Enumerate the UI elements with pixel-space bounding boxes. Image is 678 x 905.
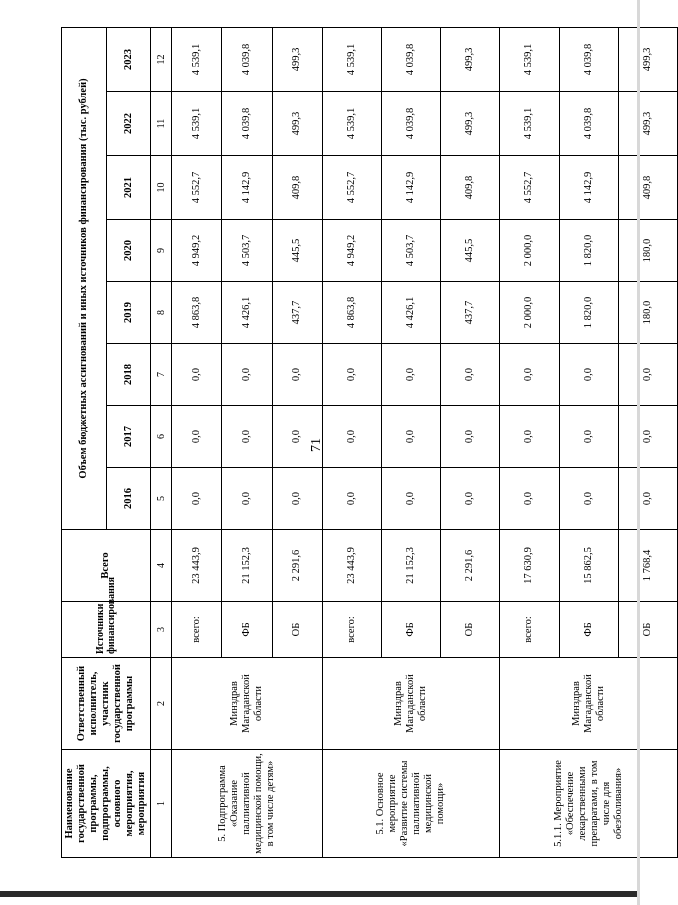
table-row [500, 27, 559, 857]
column-index: 2 [151, 658, 172, 750]
year-value-cell: 2 000,0 [500, 220, 559, 282]
year-value-cell: 0,0 [441, 344, 500, 406]
bottom-rule [0, 891, 640, 897]
year-value-cell: 4 949,2 [322, 220, 381, 282]
column-index: 8 [151, 282, 172, 344]
year-value-cell: 0,0 [559, 344, 618, 406]
year-value-cell: 0,0 [172, 468, 222, 530]
year-value-cell: 4 039,8 [381, 92, 440, 156]
year-value-cell: 0,0 [441, 406, 500, 468]
year-value-cell: 180,0 [618, 282, 677, 344]
table-row [322, 27, 381, 857]
column-index: 4 [151, 530, 172, 602]
year-value-cell: 4 539,1 [500, 27, 559, 91]
year-value-cell: 0,0 [322, 344, 381, 406]
source-cell: всего: [500, 602, 559, 658]
year-value-cell: 0,0 [441, 468, 500, 530]
year-value-cell: 4 539,1 [172, 27, 222, 91]
year-value-cell: 4 426,1 [381, 282, 440, 344]
year-value-cell: 0,0 [500, 406, 559, 468]
source-cell: ФБ [559, 602, 618, 658]
year-value-cell: 4 539,1 [322, 92, 381, 156]
header-row-1 [62, 27, 107, 857]
header-year: 2021 [106, 156, 151, 220]
header-year: 2022 [106, 92, 151, 156]
year-value-cell: 4 949,2 [172, 220, 222, 282]
program-name-cell: 5. Подпрограмма «Оказание паллиативной медицинской помощи, в том числе детям» [172, 750, 322, 858]
header-total: Всего [62, 530, 151, 602]
responsible-cell: Минздрав Магаданской области [172, 658, 322, 750]
year-value-cell: 0,0 [381, 406, 440, 468]
year-value-cell: 0,0 [618, 468, 677, 530]
year-value-cell: 409,8 [272, 156, 322, 220]
year-value-cell: 0,0 [172, 406, 222, 468]
column-index: 12 [151, 27, 172, 91]
column-index: 3 [151, 602, 172, 658]
total-cell: 1 768,4 [618, 530, 677, 602]
year-value-cell: 0,0 [618, 406, 677, 468]
page-number: 71 [309, 438, 324, 452]
source-cell: ФБ [381, 602, 440, 658]
year-value-cell: 1 820,0 [559, 282, 618, 344]
column-index: 5 [151, 468, 172, 530]
header-year: 2019 [106, 282, 151, 344]
table-body [172, 27, 678, 857]
column-index: 7 [151, 344, 172, 406]
header-year: 2017 [106, 406, 151, 468]
year-value-cell: 0,0 [272, 344, 322, 406]
program-name-cell: 5.1.1. Мероприятие «Обеспечение лекарственными препаратами, в том числе для обезболивания» [500, 750, 678, 858]
year-value-cell: 4 539,1 [500, 92, 559, 156]
scan-edge [637, 0, 640, 905]
year-value-cell: 499,3 [618, 27, 677, 91]
column-index: 9 [151, 220, 172, 282]
year-value-cell: 4 039,8 [559, 27, 618, 91]
year-value-cell: 4 552,7 [172, 156, 222, 220]
year-value-cell: 0,0 [272, 406, 322, 468]
year-value-cell: 4 503,7 [381, 220, 440, 282]
total-cell: 2 291,6 [441, 530, 500, 602]
column-index: 11 [151, 92, 172, 156]
program-name-cell: 5.1. Основное мероприятие «Развитие системы паллиативной медицинской помощи» [322, 750, 500, 858]
total-cell: 21 152,3 [222, 530, 272, 602]
year-value-cell: 4 039,8 [559, 92, 618, 156]
year-value-cell: 4 039,8 [222, 27, 272, 91]
year-value-cell: 499,3 [441, 27, 500, 91]
year-value-cell: 0,0 [618, 344, 677, 406]
header-year: 2016 [106, 468, 151, 530]
year-value-cell: 4 426,1 [222, 282, 272, 344]
column-index-row [151, 27, 172, 857]
year-value-cell: 4 539,1 [172, 92, 222, 156]
year-value-cell: 437,7 [272, 282, 322, 344]
year-value-cell: 180,0 [618, 220, 677, 282]
year-value-cell: 409,8 [441, 156, 500, 220]
year-value-cell: 0,0 [381, 468, 440, 530]
year-value-cell: 409,8 [618, 156, 677, 220]
year-value-cell: 445,5 [441, 220, 500, 282]
source-cell: ОБ [618, 602, 677, 658]
year-value-cell: 1 820,0 [559, 220, 618, 282]
year-value-cell: 4 863,8 [322, 282, 381, 344]
financing-table [61, 27, 678, 858]
total-cell: 17 630,9 [500, 530, 559, 602]
year-value-cell: 4 503,7 [222, 220, 272, 282]
year-value-cell: 0,0 [559, 406, 618, 468]
year-value-cell: 4 539,1 [322, 27, 381, 91]
year-value-cell: 0,0 [172, 344, 222, 406]
year-value-cell: 4 039,8 [381, 27, 440, 91]
year-value-cell: 4 039,8 [222, 92, 272, 156]
year-value-cell: 499,3 [272, 92, 322, 156]
year-value-cell: 4 142,9 [559, 156, 618, 220]
total-cell: 23 443,9 [322, 530, 381, 602]
column-index: 10 [151, 156, 172, 220]
total-cell: 15 862,5 [559, 530, 618, 602]
header-year: 2023 [106, 27, 151, 91]
year-value-cell: 0,0 [222, 344, 272, 406]
year-value-cell: 437,7 [441, 282, 500, 344]
year-value-cell: 0,0 [222, 468, 272, 530]
total-cell: 21 152,3 [381, 530, 440, 602]
header-year: 2018 [106, 344, 151, 406]
year-value-cell: 4 142,9 [381, 156, 440, 220]
year-value-cell: 4 142,9 [222, 156, 272, 220]
source-cell: ФБ [222, 602, 272, 658]
year-value-cell: 2 000,0 [500, 282, 559, 344]
header-year: 2020 [106, 220, 151, 282]
source-cell: всего: [172, 602, 222, 658]
responsible-cell: Минздрав Магаданской области [500, 658, 678, 750]
responsible-cell: Минздрав Магаданской области [322, 658, 500, 750]
column-index: 1 [151, 750, 172, 858]
source-cell: ОБ [441, 602, 500, 658]
financing-table-wrapper [61, 28, 654, 858]
year-value-cell: 4 552,7 [322, 156, 381, 220]
year-value-cell: 0,0 [272, 468, 322, 530]
year-value-cell: 445,5 [272, 220, 322, 282]
year-value-cell: 0,0 [322, 406, 381, 468]
header-volume: Объем бюджетных ассигнований и иных источников финансирования (тыс. рублей) [62, 27, 107, 529]
header-source: Источники финансирования [62, 602, 151, 658]
total-cell: 2 291,6 [272, 530, 322, 602]
year-value-cell: 4 863,8 [172, 282, 222, 344]
year-value-cell: 4 552,7 [500, 156, 559, 220]
year-value-cell: 499,3 [618, 92, 677, 156]
table-row [172, 27, 222, 857]
year-value-cell: 0,0 [500, 344, 559, 406]
column-index: 6 [151, 406, 172, 468]
year-value-cell: 0,0 [559, 468, 618, 530]
source-cell: всего: [322, 602, 381, 658]
year-value-cell: 0,0 [222, 406, 272, 468]
header-name: Наименование государственной программы, подпрограммы, основного мероприятия, мероприятия [62, 750, 151, 858]
source-cell: ОБ [272, 602, 322, 658]
year-value-cell: 0,0 [322, 468, 381, 530]
year-value-cell: 0,0 [500, 468, 559, 530]
year-value-cell: 0,0 [381, 344, 440, 406]
year-value-cell: 499,3 [441, 92, 500, 156]
header-responsible: Ответственный исполнитель, участник государственной программы [62, 658, 151, 750]
year-value-cell: 499,3 [272, 27, 322, 91]
total-cell: 23 443,9 [172, 530, 222, 602]
